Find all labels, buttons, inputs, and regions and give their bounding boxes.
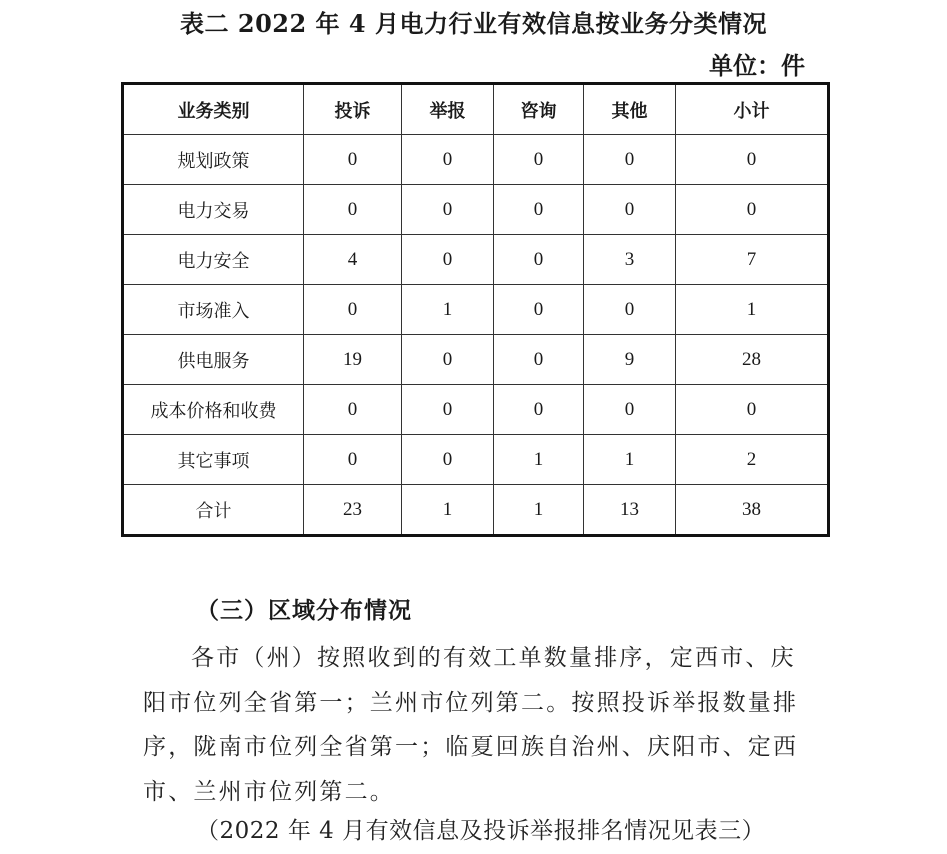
table-row: [123, 235, 829, 285]
cell-complaint: 23: [304, 485, 402, 536]
cell-complaint: 0: [304, 185, 402, 235]
cell-subtotal: 38: [676, 485, 829, 536]
cell-report: 0: [402, 385, 494, 435]
cell-consult: 0: [494, 185, 584, 235]
table-row: [123, 285, 829, 335]
cell-report: 0: [402, 135, 494, 185]
cell-subtotal: 7: [676, 235, 829, 285]
cell-report: 1: [402, 285, 494, 335]
cell-consult: 0: [494, 285, 584, 335]
table-row: [123, 435, 829, 485]
cell-report: 0: [402, 185, 494, 235]
row-category: 供电服务: [123, 335, 304, 385]
cell-other: 0: [584, 135, 676, 185]
table-reference-note: （2022 年 4 月有效信息及投诉举报排名情况见表三）: [196, 818, 766, 844]
cell-subtotal: 0: [676, 385, 829, 435]
row-category: 成本价格和收费: [123, 385, 304, 435]
table-row: [123, 385, 829, 435]
cell-other: 0: [584, 185, 676, 235]
header-category: 业务类别: [123, 84, 304, 135]
row-category: 其它事项: [123, 435, 304, 485]
header-other: 其他: [584, 84, 676, 135]
cell-complaint: 4: [304, 235, 402, 285]
cell-subtotal: 0: [676, 185, 829, 235]
cell-subtotal: 1: [676, 285, 829, 335]
cell-subtotal: 2: [676, 435, 829, 485]
row-category: 合计: [123, 485, 304, 536]
cell-subtotal: 28: [676, 335, 829, 385]
cell-report: 0: [402, 335, 494, 385]
unit-label: 单位：件: [709, 51, 805, 80]
cell-report: 1: [402, 485, 494, 536]
table-total-row: [123, 485, 829, 536]
cell-report: 0: [402, 235, 494, 285]
row-category: 市场准入: [123, 285, 304, 335]
cell-consult: 1: [494, 485, 584, 536]
header-subtotal: 小计: [676, 84, 829, 135]
table-row: [123, 135, 829, 185]
cell-consult: 1: [494, 435, 584, 485]
row-category: 电力交易: [123, 185, 304, 235]
business-category-table: [121, 82, 830, 537]
section-heading: （三）区域分布情况: [196, 597, 412, 624]
table-row: [123, 335, 829, 385]
header-complaint: 投诉: [304, 84, 402, 135]
cell-consult: 0: [494, 335, 584, 385]
cell-other: 9: [584, 335, 676, 385]
row-category: 规划政策: [123, 135, 304, 185]
body-paragraph: 各市（州）按照收到的有效工单数量排序，定西市、庆阳市位列全省第一；兰州市位列第二。按照投诉举报数量排序，陇南市位列全省第一；临夏回族自治州、庆阳市、定西市、兰州市位列第二。: [143, 645, 799, 805]
cell-complaint: 0: [304, 435, 402, 485]
cell-other: 1: [584, 435, 676, 485]
cell-other: 3: [584, 235, 676, 285]
cell-other: 0: [584, 385, 676, 435]
cell-complaint: 0: [304, 285, 402, 335]
table-row: [123, 185, 829, 235]
header-consult: 咨询: [494, 84, 584, 135]
cell-other: 0: [584, 285, 676, 335]
cell-consult: 0: [494, 235, 584, 285]
table-header-row: [123, 84, 829, 135]
cell-report: 0: [402, 435, 494, 485]
cell-consult: 0: [494, 385, 584, 435]
cell-consult: 0: [494, 135, 584, 185]
cell-subtotal: 0: [676, 135, 829, 185]
table-title: 表二 2022 年 4 月电力行业有效信息按业务分类情况: [180, 9, 767, 38]
cell-complaint: 0: [304, 385, 402, 435]
cell-complaint: 19: [304, 335, 402, 385]
cell-complaint: 0: [304, 135, 402, 185]
cell-other: 13: [584, 485, 676, 536]
header-report: 举报: [402, 84, 494, 135]
row-category: 电力安全: [123, 235, 304, 285]
